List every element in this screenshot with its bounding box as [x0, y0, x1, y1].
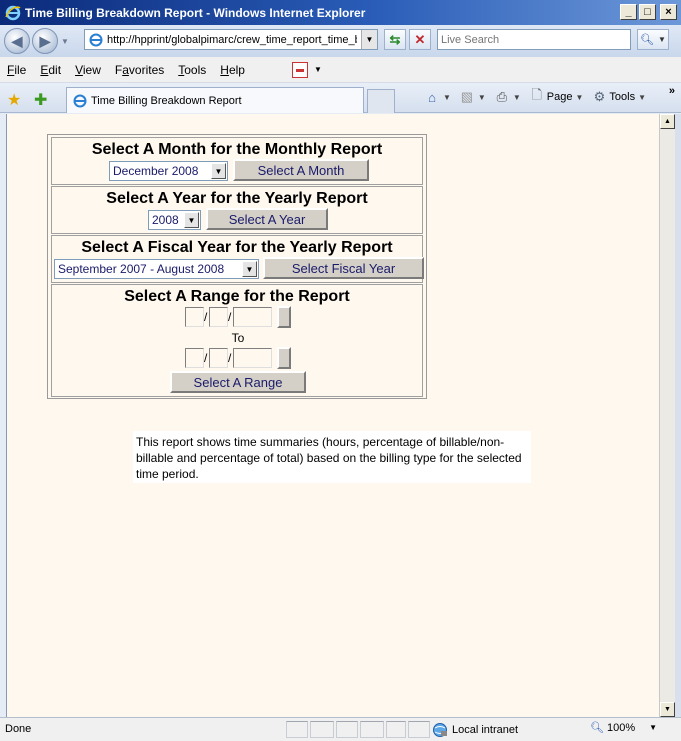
start-month-field[interactable]: [185, 307, 204, 327]
status-pane: [360, 721, 384, 738]
status-pane: [408, 721, 430, 738]
date-separator: /: [228, 351, 232, 365]
globe-icon: [432, 722, 448, 738]
address-bar[interactable]: [84, 29, 378, 50]
page-dropdown-icon[interactable]: ▼: [575, 92, 584, 102]
start-year-field[interactable]: [233, 307, 272, 327]
chevron-down-icon[interactable]: ▼: [211, 163, 226, 179]
add-favorites-icon[interactable]: ✚: [34, 92, 48, 109]
printer-icon: ⎙: [496, 89, 508, 104]
search-box[interactable]: [437, 29, 631, 50]
tab-time-billing-report[interactable]: [66, 87, 364, 113]
search-icon: 🔍︎: [640, 34, 654, 46]
title-bar: [0, 0, 681, 25]
status-pane: [310, 721, 334, 738]
report-description: This report shows time summaries (hours, percentage of billable/non-billable and percentage of total) based on the billing type for the selected time period.: [133, 431, 531, 483]
menu-bar: [0, 57, 681, 83]
home-button[interactable]: [424, 89, 451, 105]
fiscal-report-section: [51, 235, 423, 283]
chevron-down-icon[interactable]: ▼: [184, 212, 199, 228]
stop-button[interactable]: [409, 29, 431, 50]
refresh-icon: ⇆: [389, 31, 401, 47]
scroll-up-icon[interactable]: ▲: [660, 114, 675, 129]
date-separator: /: [204, 310, 208, 324]
status-pane: [286, 721, 308, 738]
select-fiscal-year-button[interactable]: Select Fiscal Year: [263, 257, 424, 279]
back-arrow-icon: ◀: [11, 32, 23, 49]
address-toolbar: [0, 25, 681, 57]
status-pane: [336, 721, 358, 738]
zone-label: Local intranet: [452, 723, 519, 736]
tools-dropdown-icon[interactable]: ▼: [638, 92, 646, 102]
monthly-heading: Select A Month for the Monthly Report: [91, 141, 383, 158]
tab-ie-icon: [72, 93, 88, 109]
gear-icon: ⚙: [593, 89, 606, 104]
end-day-field[interactable]: [209, 348, 228, 368]
date-separator: /: [204, 351, 208, 365]
range-to-label: To: [231, 331, 245, 345]
tools-menu-button[interactable]: ⚙ Tools ▼: [591, 89, 646, 105]
forward-arrow-icon: ▶: [39, 32, 51, 49]
menu-view[interactable]: View: [75, 62, 101, 77]
window-title: Time Billing Breakdown Report - Windows Internet Explorer: [25, 5, 366, 20]
rss-feed-icon: ▧: [460, 89, 474, 104]
zoom-dropdown-icon[interactable]: ▼: [649, 723, 658, 732]
back-button[interactable]: [4, 28, 30, 54]
date-separator: /: [228, 310, 232, 324]
page-content: [6, 114, 659, 717]
fiscal-year-select[interactable]: September 2007 - August 2008 ▼: [54, 259, 259, 279]
fiscal-heading: Select A Fiscal Year for the Yearly Report: [81, 239, 393, 256]
pdf-dropdown-icon[interactable]: ▼: [313, 65, 322, 74]
feeds-dropdown-icon[interactable]: ▼: [477, 92, 486, 102]
zoom-level: 100%: [606, 721, 636, 734]
status-pane: [386, 721, 406, 738]
feeds-button[interactable]: [459, 89, 486, 105]
security-zone[interactable]: [432, 721, 518, 738]
vertical-scrollbar[interactable]: [659, 114, 675, 717]
page-menu-button[interactable]: 🗋︎ Page ▼: [529, 89, 584, 105]
window-controls: [620, 4, 677, 20]
page-ie-icon: [88, 32, 104, 48]
start-date-picker-button[interactable]: [277, 306, 291, 328]
search-button[interactable]: [637, 29, 669, 50]
favorites-star-icon[interactable]: ★: [7, 92, 22, 109]
refresh-button[interactable]: [384, 29, 406, 50]
tab-bar: [0, 83, 681, 113]
home-icon: ⌂: [428, 89, 436, 105]
print-dropdown-icon[interactable]: ▼: [512, 92, 521, 102]
maximize-button[interactable]: □: [639, 4, 656, 20]
window-frame-right: [675, 114, 681, 717]
month-select[interactable]: December 2008 ▼: [109, 161, 228, 181]
search-input[interactable]: [438, 34, 624, 46]
minimize-button[interactable]: _: [620, 4, 637, 20]
end-date-picker-button[interactable]: [277, 347, 291, 369]
status-text: Done: [5, 723, 32, 735]
address-dropdown-icon[interactable]: ▼: [361, 30, 377, 49]
stop-icon: ✕: [414, 31, 426, 47]
range-report-section: [51, 284, 423, 397]
chevron-down-icon[interactable]: ▼: [242, 261, 257, 277]
year-select[interactable]: 2008 ▼: [148, 210, 201, 230]
menu-file[interactable]: File: [7, 62, 27, 77]
end-month-field[interactable]: [185, 348, 204, 368]
menu-edit[interactable]: Edit: [40, 62, 62, 77]
zoom-icon: 🔍︎: [590, 722, 604, 734]
new-tab-button[interactable]: [367, 89, 395, 113]
ie-logo-icon: [5, 5, 21, 21]
chevron-more-icon[interactable]: »: [668, 85, 675, 97]
menu-tools[interactable]: Tools: [178, 62, 207, 77]
select-year-button[interactable]: Select A Year: [206, 208, 328, 230]
forward-button[interactable]: [32, 28, 58, 54]
zoom-control[interactable]: [590, 721, 657, 734]
monthly-report-section: [51, 137, 423, 185]
menu-favorites[interactable]: Favorites: [114, 62, 165, 77]
tab-label: Time Billing Breakdown Report: [91, 94, 242, 107]
print-button[interactable]: [494, 89, 521, 105]
page-icon: 🗋︎: [531, 87, 542, 102]
menu-help[interactable]: Help: [220, 62, 245, 77]
range-heading: Select A Range for the Report: [124, 288, 350, 305]
home-dropdown-icon[interactable]: ▼: [443, 92, 451, 102]
status-bar: [0, 717, 681, 741]
start-day-field[interactable]: [209, 307, 228, 327]
scroll-down-icon[interactable]: ▼: [660, 702, 675, 717]
command-bar: [424, 89, 654, 105]
select-month-button[interactable]: Select A Month: [233, 159, 369, 181]
url-input[interactable]: [107, 34, 357, 46]
report-selection-form: [47, 134, 427, 399]
search-dropdown-icon[interactable]: ▼: [658, 35, 666, 44]
end-year-field[interactable]: [233, 348, 272, 368]
pdf-convert-icon[interactable]: [292, 62, 308, 78]
yearly-heading: Select A Year for the Yearly Report: [106, 190, 368, 207]
yearly-report-section: [51, 186, 423, 234]
select-range-button[interactable]: Select A Range: [170, 371, 306, 393]
close-button[interactable]: ×: [660, 4, 677, 20]
history-dropdown-icon[interactable]: ▼: [61, 36, 69, 46]
